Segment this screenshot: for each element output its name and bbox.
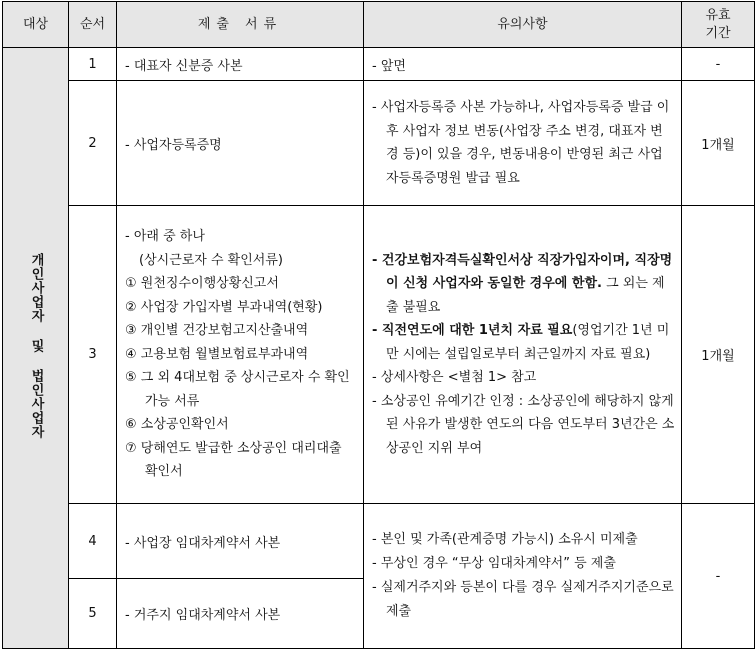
shared-note-cell <box>364 504 682 649</box>
row-number: 2 <box>69 81 117 206</box>
doc-cell <box>117 206 364 504</box>
doc-intro: - 아래 중 하나 <box>125 229 205 245</box>
note-cell <box>364 206 682 504</box>
header-valid <box>682 2 755 48</box>
doc-item: ④ 고용보험 월별보험료부과내역 <box>125 346 309 362</box>
submission-documents-table <box>2 1 755 649</box>
note-bold: - 건강보험자격득실확인서상 직장가입자이며, 직장명이 신청 사업자와 동일한 경우에 한함. <box>372 252 673 292</box>
doc-cell: - 거주지 임대차계약서 사본 <box>117 579 364 649</box>
note-rest: 그 외는 제출 불필요 <box>386 276 665 315</box>
note-item <box>372 319 675 366</box>
table-row <box>3 48 755 81</box>
note-item: - 실제거주지와 등본이 다를 경우 실제거주지기준으로 제출 <box>372 580 674 619</box>
note-item: - 상세사항은 <별첨 1> 참고 <box>372 370 537 386</box>
doc-item: ⑥ 소상공인확인서 <box>125 417 229 433</box>
doc-cell: - 대표자 신분증 사본 <box>117 48 364 81</box>
note-item: - 소상공인 유예기간 인정 : 소상공인에 해당하지 않게 된 사유가 발생한 연도의 다음 연도부터 3년간은 소상공인 지위 부여 <box>372 393 675 456</box>
note-item: - 무상인 경우 “무상 임대차계약서” 등 제출 <box>372 556 616 571</box>
table-row <box>3 206 755 504</box>
table-row <box>3 504 755 579</box>
doc-item: ⑤ 그 외 4대보험 중 상시근로자 수 확인가능 서류 <box>125 370 350 409</box>
header-target: 대상 <box>3 2 69 48</box>
doc-cell: - 사업자등록증명 <box>117 81 364 206</box>
note-cell <box>364 81 682 206</box>
valid-cell: 1개월 <box>682 81 755 206</box>
note-text: - 사업자등록증 사본 가능하나, 사업자등록증 발급 이후 사업자 정보 변동(사업장 주소 변경, 대표자 변경 등)이 있을 경우, 변동내용이 반영된 최근 사업자등록증명원 발급 필요 <box>372 100 670 186</box>
target-label: 개인사업자 및 법인사업자 <box>28 253 44 439</box>
doc-item: ① 원천징수이행상황신고서 <box>125 276 279 292</box>
table-row <box>3 81 755 206</box>
doc-cell: - 사업장 임대차계약서 사본 <box>117 504 364 579</box>
header-row <box>3 2 755 48</box>
valid-cell: - <box>682 48 755 81</box>
doc-subtitle: (상시근로자 수 확인서류) <box>139 252 283 268</box>
doc-items <box>125 272 357 484</box>
valid-cell: 1개월 <box>682 206 755 504</box>
header-notes: 유의사항 <box>364 2 682 48</box>
row-number: 5 <box>69 579 117 649</box>
shared-valid-cell: - <box>682 504 755 649</box>
note-cell: - 앞면 <box>364 48 682 81</box>
header-order: 순서 <box>69 2 117 48</box>
doc-item: ② 사업장 가입자별 부과내역(현황) <box>125 299 323 315</box>
row-number: 3 <box>69 206 117 504</box>
header-docs: 제출 서류 <box>117 2 364 48</box>
note-bold: - 직전연도에 대한 1년치 자료 필요 <box>372 323 573 339</box>
target-cell <box>3 48 69 649</box>
doc-item: ⑦ 당해연도 발급한 소상공인 대리대출 확인서 <box>125 440 342 480</box>
note-rest: (영업기간 1년 미만 시에는 설립일로부터 최근일까지 자료 필요) <box>386 323 670 362</box>
note-item <box>372 249 675 320</box>
note-item: - 본인 및 가족(관계증명 가능시) 소유시 미제출 <box>372 532 638 547</box>
row-number: 4 <box>69 504 117 579</box>
doc-item: ③ 개인별 건강보험고지산출내역 <box>125 323 309 339</box>
header-valid-line2: 기간 <box>705 25 731 41</box>
header-valid-line1: 유효 <box>705 7 731 23</box>
row-number: 1 <box>69 48 117 81</box>
